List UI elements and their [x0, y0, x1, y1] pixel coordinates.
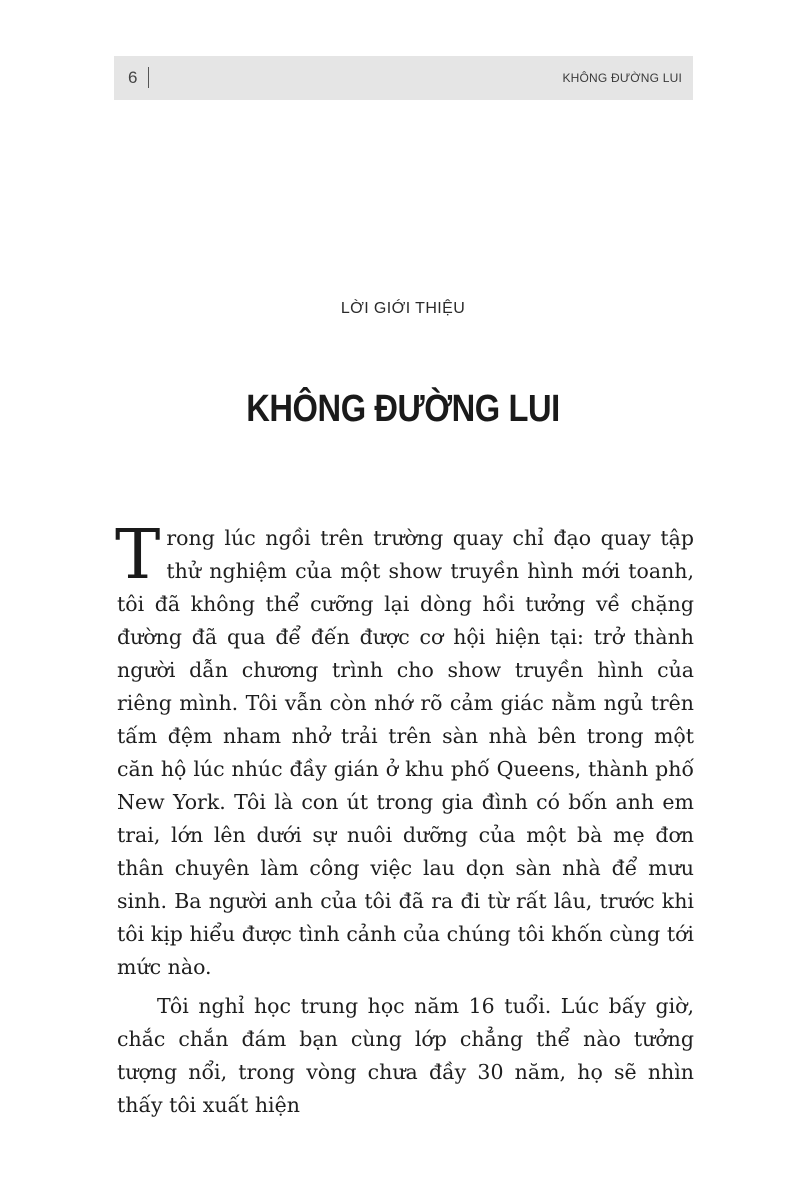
drop-cap: T — [115, 516, 161, 595]
paragraph-1 — [115, 516, 694, 984]
page-number: 6 — [128, 68, 138, 87]
body-text — [115, 516, 694, 1122]
section-label: LỜI GIỚI THIỆU — [340, 300, 466, 317]
running-header — [114, 56, 693, 100]
running-title: KHÔNG ĐƯỜNG LUI — [562, 71, 682, 85]
paragraph-1-text: rong lúc ngồi trên trường quay chỉ đạo quay tập thử nghiệm của một show truyền hình mới toanh, tôi đã không thể cưỡng lại dòng hồi tưởng về chặng đường đã qua để đến được cơ hội hiện tại: trở thành người dẫn chương trình cho show truyền hình của riêng mình. Tôi vẫn còn nhớ rõ cảm giác nằm ngủ trên tấm đệm nham nhở trải trên sàn nhà bên trong một căn hộ lúc nhúc đầy gián ở khu phố Queens, thành phố New York. Tôi là con út trong gia đình có bốn anh em trai, lớn lên dưới sự nuôi dưỡng của một bà mẹ đơn thân chuyên làm công việc lau dọn sàn nhà để mưu sinh. Ba người anh của tôi đã ra đi từ rất lâu, trước khi tôi kịp hiểu được tình cảnh của chúng tôi khốn cùng tới mức nào. — [117, 526, 694, 979]
chapter-title: KHÔNG ĐƯỜNG LUI — [246, 388, 560, 430]
paragraph-2: Tôi nghỉ học trung học năm 16 tuổi. Lúc bấy giờ, chắc chắn đám bạn cùng lớp chẳng thể nào tưởng tượng nổi, trong vòng chưa đầy 30 năm, họ sẽ nhìn thấy tôi xuất hiện — [117, 994, 694, 1117]
header-divider — [148, 67, 149, 88]
